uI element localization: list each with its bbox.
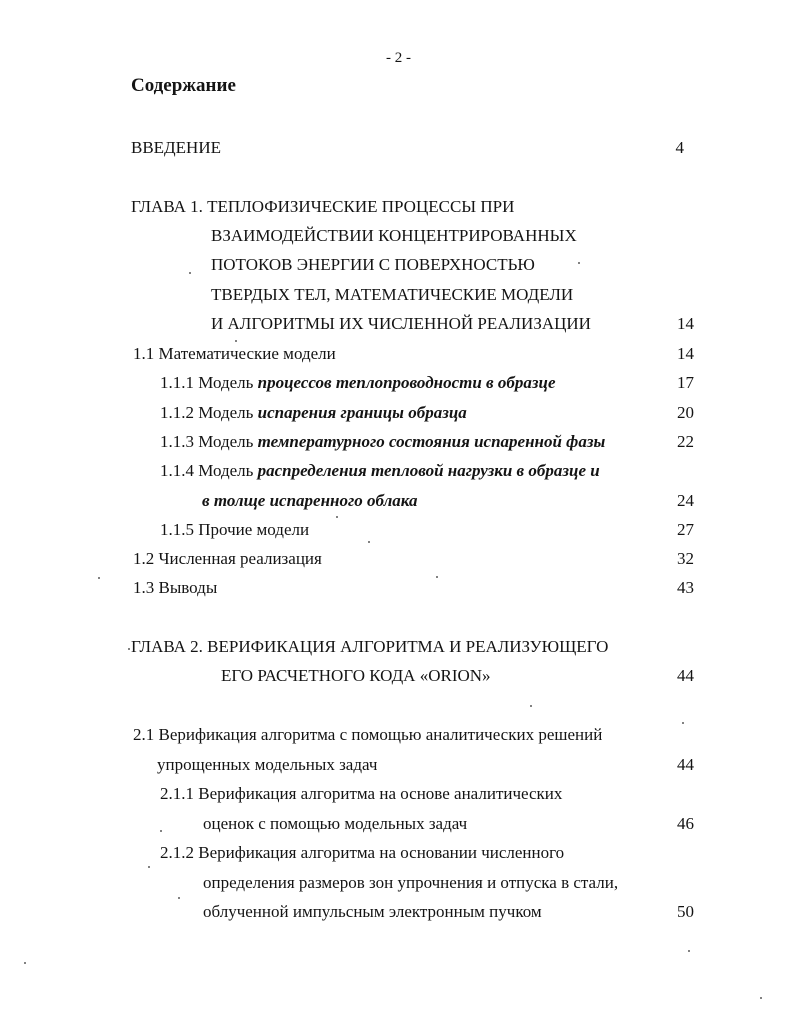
toc-entry-text: 1.3 Выводы bbox=[133, 578, 218, 597]
toc-entry-text: упрощенных модельных задач bbox=[157, 755, 378, 774]
toc-page-number: 17 bbox=[677, 373, 694, 392]
scan-speck bbox=[178, 897, 180, 899]
toc-page-number: 14 bbox=[677, 344, 694, 363]
toc-entry-text: 2.1.2 Верификация алгоритма на основании численного bbox=[160, 843, 565, 862]
toc-page-number: 46 bbox=[677, 814, 694, 833]
scan-speck bbox=[336, 516, 338, 518]
scan-speck bbox=[436, 576, 438, 578]
toc-entry-text: 1.1.2 Модель испарения границы образца bbox=[160, 403, 467, 422]
toc-page-number: 27 bbox=[677, 520, 694, 539]
toc-entry-text: 2.1.1 Верификация алгоритма на основе аналитических bbox=[160, 784, 563, 803]
toc-entry-text: в толще испаренного облака bbox=[202, 491, 418, 510]
contents-heading: Содержание bbox=[131, 75, 236, 96]
toc-page-number: 43 bbox=[677, 578, 694, 597]
scan-speck bbox=[368, 541, 370, 543]
scan-speck bbox=[160, 830, 162, 832]
page-number: - 2 - bbox=[386, 50, 411, 66]
toc-entry-text: 1.1.4 Модель распределения тепловой нагрузки в образце и bbox=[160, 461, 600, 480]
toc-page-number: 44 bbox=[677, 755, 694, 774]
scan-speck bbox=[578, 262, 580, 264]
scan-speck bbox=[235, 340, 237, 342]
toc-entry-text: ТВЕРДЫХ ТЕЛ, МАТЕМАТИЧЕСКИЕ МОДЕЛИ bbox=[211, 285, 574, 304]
scan-speck bbox=[98, 577, 100, 579]
toc-entry-text: ПОТОКОВ ЭНЕРГИИ С ПОВЕРХНОСТЬЮ bbox=[211, 255, 535, 274]
toc-page-number: 4 bbox=[675, 138, 684, 157]
toc-page-number: 32 bbox=[677, 549, 694, 568]
toc-page-number: 50 bbox=[677, 902, 694, 921]
toc-page-number: 44 bbox=[677, 666, 694, 685]
scan-speck bbox=[128, 648, 130, 650]
scan-speck bbox=[189, 272, 191, 274]
toc-entry-text: оценок с помощью модельных задач bbox=[203, 814, 468, 833]
toc-entry-text: 2.1 Верификация алгоритма с помощью аналитических решений bbox=[133, 725, 603, 744]
toc-entry-text: 1.2 Численная реализация bbox=[133, 549, 322, 568]
toc-entry-text: ГЛАВА 2. ВЕРИФИКАЦИЯ АЛГОРИТМА И РЕАЛИЗУЮЩЕГО bbox=[131, 637, 609, 656]
scan-speck bbox=[24, 962, 26, 964]
toc-page-number: 22 bbox=[677, 432, 694, 451]
scan-speck bbox=[760, 997, 762, 999]
toc-entry-text: ВВЕДЕНИЕ bbox=[131, 138, 221, 157]
toc-entry-text: ВЗАИМОДЕЙСТВИИ КОНЦЕНТРИРОВАННЫХ bbox=[211, 226, 577, 245]
toc-entry-text: 1.1.1 Модель процессов теплопроводности в образце bbox=[160, 373, 556, 392]
toc-page-number: 24 bbox=[677, 491, 694, 510]
toc-entry-text: ГЛАВА 1. ТЕПЛОФИЗИЧЕСКИЕ ПРОЦЕССЫ ПРИ bbox=[131, 197, 515, 216]
scan-speck bbox=[682, 722, 684, 724]
scan-speck bbox=[530, 705, 532, 707]
toc-entry-text: 1.1 Математические модели bbox=[133, 344, 336, 363]
toc-entry-text: ЕГО РАСЧЕТНОГО КОДА «ORION» bbox=[221, 666, 491, 685]
toc-entry-text: И АЛГОРИТМЫ ИХ ЧИСЛЕННОЙ РЕАЛИЗАЦИИ bbox=[211, 314, 591, 333]
toc-entry-text: 1.1.3 Модель температурного состояния испаренной фазы bbox=[160, 432, 606, 451]
toc-entry-text: облученной импульсным электронным пучком bbox=[203, 902, 542, 921]
scan-speck bbox=[148, 866, 150, 868]
toc-page-number: 14 bbox=[677, 314, 694, 333]
toc-entry-text: 1.1.5 Прочие модели bbox=[160, 520, 310, 539]
toc-entry-text: определения размеров зон упрочнения и отпуска в стали, bbox=[203, 873, 619, 892]
toc-page-number: 20 bbox=[677, 403, 694, 422]
scan-speck bbox=[688, 950, 690, 952]
